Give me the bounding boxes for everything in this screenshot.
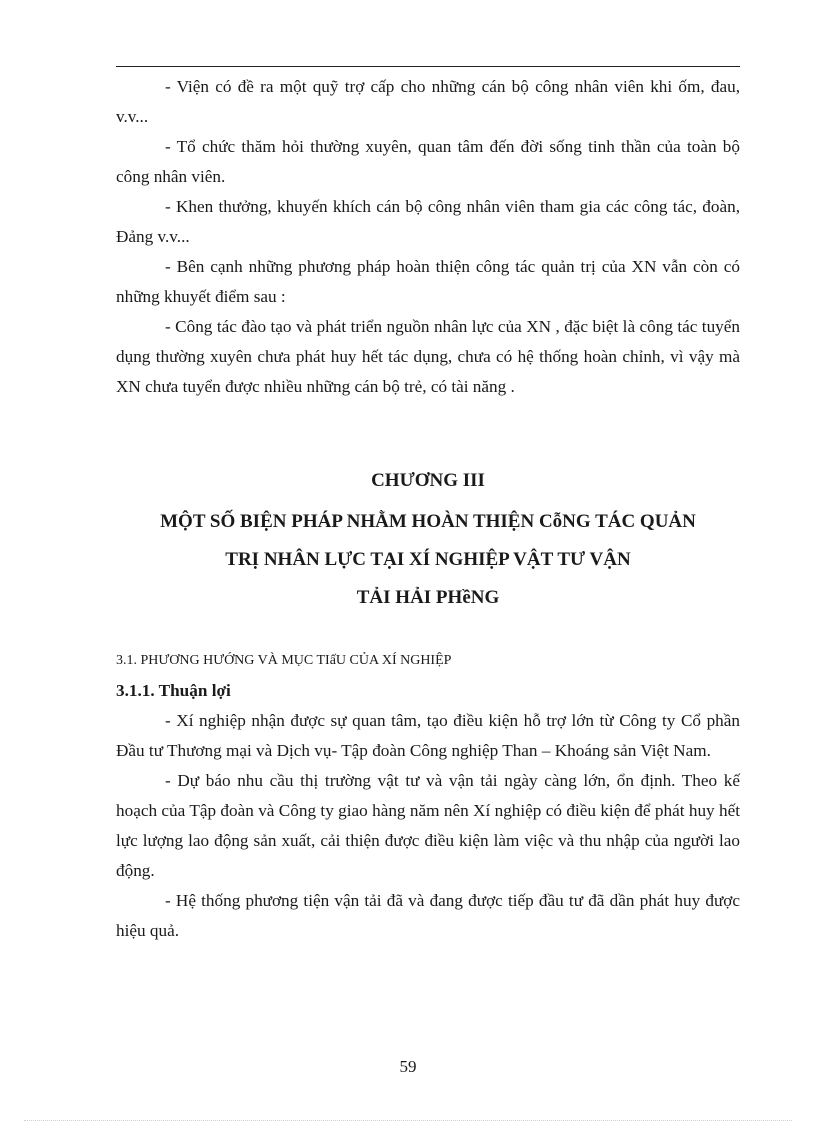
top-paragraphs bbox=[116, 72, 740, 402]
paragraph: - Viện có đề ra một quỹ trợ cấp cho những cán bộ công nhân viên khi ốm, đau, v.v... bbox=[116, 77, 740, 126]
paragraph: - Công tác đào tạo và phát triển nguồn nhân lực của XN , đặc biệt là công tác tuyển dụng thường xuyên chưa phát huy hết tác dụng, chưa có hệ thống hoàn chỉnh, vì vậy mà XN chưa tuyển được nhiều những cán bộ trẻ, có tài năng . bbox=[116, 317, 740, 396]
section-title: 3.1. PHƯƠNG HƯỚNG VÀ MỤC TIấU CỦA XÍ NGHIỆP bbox=[116, 653, 452, 668]
chapter-label: CHƯƠNG III bbox=[371, 470, 485, 491]
chapter-title-line: MỘT SỐ BIỆN PHÁP NHẰM HOÀN THIỆN CỗNG TÁC QUẢN bbox=[160, 511, 696, 532]
paragraph: - Dự báo nhu cầu thị trường vật tư và vận tải ngày càng lớn, ổn định. Theo kế hoạch của Tập đoàn và Công ty giao hàng năm nên Xí nghiệp có điều kiện để phát huy hết lực lượng lao động sản xuất, cải thiện được điều kiện làm việc và thu nhập của người lao động. bbox=[116, 771, 740, 880]
paragraph: - Khen thưởng, khuyến khích cán bộ công nhân viên tham gia các công tác, đoàn, Đảng v.v... bbox=[116, 197, 740, 246]
page-number: 59 bbox=[399, 1057, 417, 1076]
paragraph: - Hệ thống phương tiện vận tải đã và đang được tiếp đầu tư đã dần phát huy được hiệu quả. bbox=[116, 891, 740, 940]
subsection-title: 3.1.1. Thuận lợi bbox=[116, 681, 231, 700]
paragraph: - Xí nghiệp nhận được sự quan tâm, tạo điều kiện hỗ trợ lớn từ Công ty Cổ phần Đầu tư Thương mại và Dịch vụ- Tập đoàn Công nghiệp Than – Khoáng sản Việt Nam. bbox=[116, 711, 740, 760]
footer-dotted-rule bbox=[24, 1120, 792, 1121]
paragraph: - Tổ chức thăm hỏi thường xuyên, quan tâm đến đời sống tinh thần của toàn bộ công nhân viên. bbox=[116, 137, 740, 186]
chapter-title-line: TRỊ NHÂN LỰC TẠI XÍ NGHIỆP VẬT TƯ VẬN bbox=[225, 549, 631, 570]
header-rule bbox=[116, 66, 740, 67]
chapter-title bbox=[100, 503, 756, 617]
paragraph: - Bên cạnh những phương pháp hoàn thiện công tác quản trị của XN vẫn còn có những khuyết điểm sau : bbox=[116, 257, 740, 306]
chapter-title-line: TẢI HẢI PHềNG bbox=[356, 587, 500, 608]
bottom-paragraphs bbox=[116, 706, 740, 946]
